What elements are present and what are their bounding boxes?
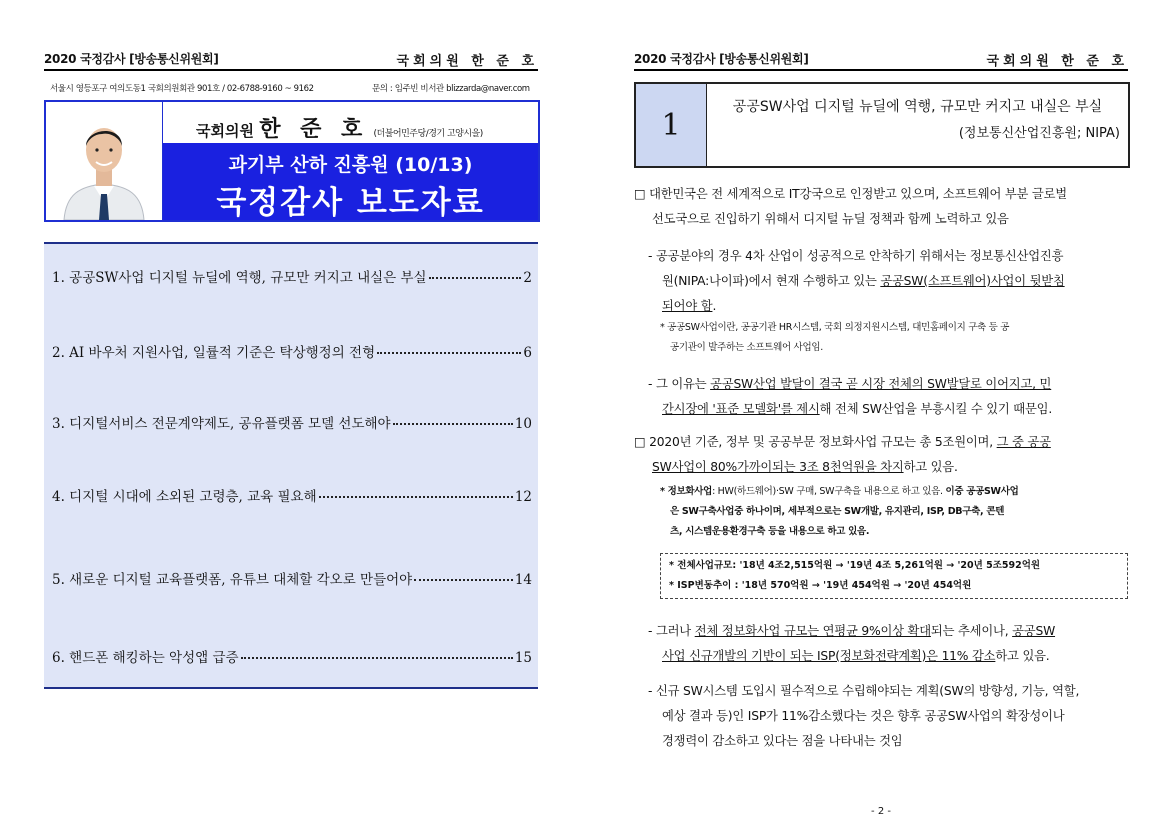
text-line: 은 SW구축사업중 하나이며, 세부적으로는 SW개발, 유지관리, ISP, DB구축, 콘텐 (670, 506, 1005, 517)
underlined-text: 사업 신규개발의 기반이 되는 ISP(정보화전략계획)은 11% 감소 (662, 649, 996, 663)
left-header-title: 2020 국정감사 [방송통신위원회] (44, 52, 219, 66)
text-line: - 공공분야의 경우 4차 산업이 성공적으로 안착하기 위해서는 정보통신산업진흥 (648, 249, 1064, 263)
text-line: □ 대한민국은 전 세계적으로 IT강국으로 인정받고 있으며, 소프트웨어 부분 글로벌 (634, 187, 1067, 201)
text-span: : HW(하드웨어)·SW 구매, SW구축을 내용으로 하고 있음. (712, 486, 946, 497)
right-header-rule (634, 69, 1128, 71)
footnote-informatization (660, 482, 1130, 542)
underlined-text: 공공SW(소프트웨어)사업이 뒷받침 (880, 274, 1065, 288)
toc-item-title: 5. 새로운 디지털 교육플랫폼, 유튜브 대체할 각오로 만들어야 (52, 572, 413, 588)
paragraph-isp-meaning (648, 679, 1128, 754)
text-line (634, 455, 1128, 480)
text-span: □ 2020년 기준, 정부 및 공공부문 정보화사업 규모는 총 5조원이며, (634, 435, 997, 449)
table-of-contents (44, 242, 538, 689)
toc-leader (429, 277, 522, 279)
underlined-text: 그 중 공공 (996, 435, 1051, 449)
section-title-cell (707, 84, 1128, 166)
toc-item[interactable] (52, 646, 532, 666)
paragraph-isp-decline (648, 619, 1128, 669)
text-line: 선도국으로 진입하기 위해서 디지털 뉴딜 정책과 함께 노력하고 있음 (652, 212, 1009, 226)
bold-text: * 정보화사업 (660, 486, 713, 497)
text-line: * 공공SW사업이란, 공공기관 HR시스템, 국회 의정지원시스템, 대민홈페이지 구축 등 공 (660, 322, 1010, 333)
text-line: - 신규 SW시스템 도입시 필수적으로 수립해야되는 계획(SW의 방향성, 기능, 역할, (648, 684, 1080, 698)
text-line (660, 482, 1130, 502)
toc-item[interactable] (52, 266, 532, 286)
toc-item-page: 15 (514, 650, 532, 666)
toc-item-page: 12 (514, 489, 532, 505)
footnote-public-sw (660, 318, 1130, 358)
lawmaker-name: 한 준 호 (259, 117, 369, 142)
stats-line: * 전체사업규모: '18년 4조2,515억원 → '19년 4조 5,261억원 → '20년 5조592억원 (669, 560, 1041, 571)
text-line (648, 269, 1128, 294)
text-span: . (712, 299, 717, 313)
section-title: 공공SW사업 디지털 뉴딜에 역행, 규모만 커지고 내실은 부실 (732, 99, 1103, 115)
toc-item-title: 6. 핸드폰 해킹하는 악성앱 급증 (52, 650, 239, 666)
paragraph-intro (634, 182, 1128, 232)
text-line: 경쟁력이 감소하고 있다는 점을 나타내는 것임 (662, 734, 903, 748)
toc-item-page: 2 (523, 270, 532, 286)
right-header-title: 2020 국정감사 [방송통신위원회] (634, 52, 809, 66)
office-address: 서울시 영등포구 여의도동1 국회의원회관 901호 / 02-6788-9160 ~ 9162 (50, 84, 314, 94)
text-line: 예상 결과 등)인 ISP가 11%감소했다는 것은 향후 공공SW사업의 확장성이나 (662, 709, 1065, 723)
toc-leader (414, 579, 513, 581)
text-span: 원(NIPA:나이파)에서 현재 수행하고 있는 (662, 274, 881, 288)
toc-item-page: 6 (523, 345, 532, 361)
toc-leader (393, 423, 513, 425)
text-span: - 그 이유는 (648, 377, 711, 391)
toc-leader (319, 496, 513, 498)
stats-line: * ISP변동추이 : '18년 570억원 → '19년 454억원 → '20년 454억원 (669, 580, 972, 591)
underlined-text: 간시장에 '표준 모델화'를 제시 (662, 402, 820, 416)
paragraph-public-sector (648, 244, 1128, 319)
bold-text: 이중 공공SW사업 (945, 486, 1019, 497)
paragraph-reason (648, 372, 1128, 422)
toc-item-title: 4. 디지털 시대에 소외된 고령층, 교육 필요해 (52, 489, 317, 505)
press-banner (44, 100, 540, 222)
toc-item-title: 1. 공공SW사업 디지털 뉴딜에 역행, 규모만 커지고 내실은 부실 (52, 270, 427, 286)
underlined-text: 공공SW (1012, 624, 1056, 638)
paragraph-budget (634, 430, 1128, 480)
text-line: 공기관이 발주하는 소프트웨어 사업임. (670, 342, 823, 353)
text-line (648, 619, 1128, 644)
section-subtitle: (정보통신산업진흥원; NIPA) (958, 126, 1120, 141)
toc-item[interactable] (52, 412, 532, 432)
banner-title: 국정감사 보도자료 (216, 185, 485, 221)
toc-item-title: 2. AI 바우처 지원사업, 일률적 기준은 탁상행정의 전형 (52, 345, 376, 361)
section-heading-table (634, 82, 1130, 168)
left-header-rule (44, 69, 538, 71)
text-span: 되는 추세이나, (930, 624, 1013, 638)
text-span: 하고 있음. (903, 460, 958, 474)
right-header-name: 국회의원 한 준 호 (986, 54, 1128, 69)
page-number: - 2 - (871, 806, 891, 817)
text-line: 츠, 시스템운용환경구축 등을 내용으로 하고 있음. (670, 526, 870, 537)
contact-info: 문의 : 임주빈 비서관 blizzarda@naver.com (372, 84, 530, 94)
text-span: - 그러나 (648, 624, 695, 638)
toc-item[interactable] (52, 485, 532, 505)
toc-item-title: 3. 디지털서비스 전문계약제도, 공유플랫폼 모델 선도해야 (52, 416, 391, 432)
text-span: 해 전체 SW산업을 부흥시킬 수 있기 때문임. (819, 402, 1053, 416)
underlined-text: 공공SW산업 발달이 결국 곧 시장 전체의 SW발달로 이어지고, 민 (710, 377, 1052, 391)
lawmaker-name-line (196, 112, 483, 143)
lawmaker-photo (46, 102, 163, 220)
underlined-text: 전체 정보화사업 규모는 연평균 9%이상 확대 (694, 624, 931, 638)
banner-blue-area (163, 143, 538, 220)
stats-box (660, 553, 1128, 599)
toc-item[interactable] (52, 568, 532, 588)
text-span: 하고 있음. (995, 649, 1050, 663)
banner-subtitle: 과기부 산하 진흥원 (10/13) (228, 154, 473, 176)
text-line (648, 397, 1128, 422)
underlined-text: 되어야 함 (662, 299, 713, 313)
toc-item-page: 10 (514, 416, 532, 432)
underlined-text: SW사업이 80%가까이되는 3조 8천억원을 차지 (652, 460, 904, 474)
text-line (634, 430, 1128, 455)
toc-leader (377, 352, 521, 354)
toc-item-page: 14 (514, 572, 532, 588)
toc-item[interactable] (52, 341, 532, 361)
left-header-name: 국회의원 한 준 호 (396, 54, 538, 69)
party-affiliation: (더불어민주당/경기 고양시을) (373, 129, 483, 139)
text-line (648, 294, 1128, 319)
text-line (648, 644, 1128, 669)
portrait-image (46, 102, 162, 220)
toc-leader (241, 657, 513, 659)
text-line (648, 372, 1128, 397)
section-number: 1 (636, 84, 707, 166)
name-prefix: 국회의원 (196, 122, 254, 140)
